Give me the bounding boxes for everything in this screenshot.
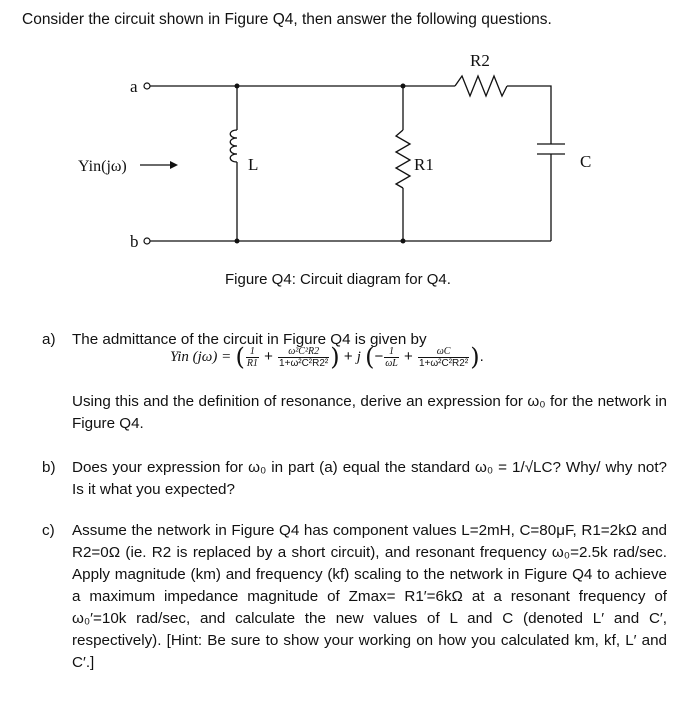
f3-denominator: ωL — [385, 357, 398, 369]
f3-numerator: 1 — [384, 346, 399, 358]
yin-label: Yin(jω) — [78, 158, 127, 175]
question-a-text: The admittance of the circuit in Figure Q4 is given by — [72, 331, 427, 348]
f1-denominator: R1 — [246, 357, 258, 369]
terminal-a-label: a — [130, 77, 138, 96]
terminal-b-label: b — [130, 232, 139, 251]
question-a-label: a) — [42, 331, 56, 348]
f2-numerator: ω²C²R2 — [278, 346, 329, 358]
circuit-diagram — [0, 38, 692, 270]
question-c-text: Assume the network in Figure Q4 has component values L=2mH, C=80μF, R1=2kΩ and R2=0Ω (ie. R2 is replaced by a short circuit), and resonant frequency ω₀=2.5k rad/sec. Apply magnitude (km) and frequency (kf) scaling to the network in Figure Q4 to achieve a maximum impedance magnitude of Zmax= R1′=6kΩ at a resonant frequency of ω₀′=10k rad/sec, and calculate the new values of L and C (denoted L′ and C′, respectively). [Hint: Be sure to show your working on how you calculated km, kf, L′ and C′.] — [72, 522, 667, 671]
resistor-r2-symbol — [455, 76, 507, 96]
admittance-formula: Yin (jω) = ( $\frac{1}{R1}$ + $\frac{\text{ω²C²R2}}{\text{1+ω²C²R2²}}$ ) + j (− $\frac{1}{\omega L}$ + $\frac{\omega C}{\text{1+ω²C²R2²}}$ ). — [170, 343, 484, 371]
figure-caption: Figure Q4: Circuit diagram for Q4. — [225, 271, 451, 288]
question-b-label: b) — [42, 459, 56, 476]
formula-lhs: Yin (jω) = — [170, 348, 232, 365]
question-b-text: Does your expression for ω₀ in part (a) equal the standard ω₀ = 1/√LC? Why/ why not? Is it what you expected? — [72, 459, 667, 498]
f2-denominator: 1+ω²C²R2² — [279, 357, 329, 369]
question-a-text2: Using this and the definition of resonance, derive an expression for ω₀ for the network in Figure Q4. — [72, 393, 667, 432]
intro-text: Consider the circuit shown in Figure Q4, then answer the following questions. — [22, 11, 552, 28]
resistor-r1-symbol — [396, 130, 410, 188]
r1-label: R1 — [414, 155, 434, 174]
inductor-label: L — [248, 155, 259, 174]
f4-denominator: 1+ω²C²R2² — [418, 357, 469, 369]
capacitor-label: C — [580, 152, 592, 171]
f4-numerator: ωC — [418, 346, 469, 358]
question-c-label: c) — [42, 522, 55, 539]
inductor-symbol — [230, 130, 237, 162]
f1-numerator: 1 — [246, 346, 259, 358]
r2-label: R2 — [470, 51, 490, 70]
